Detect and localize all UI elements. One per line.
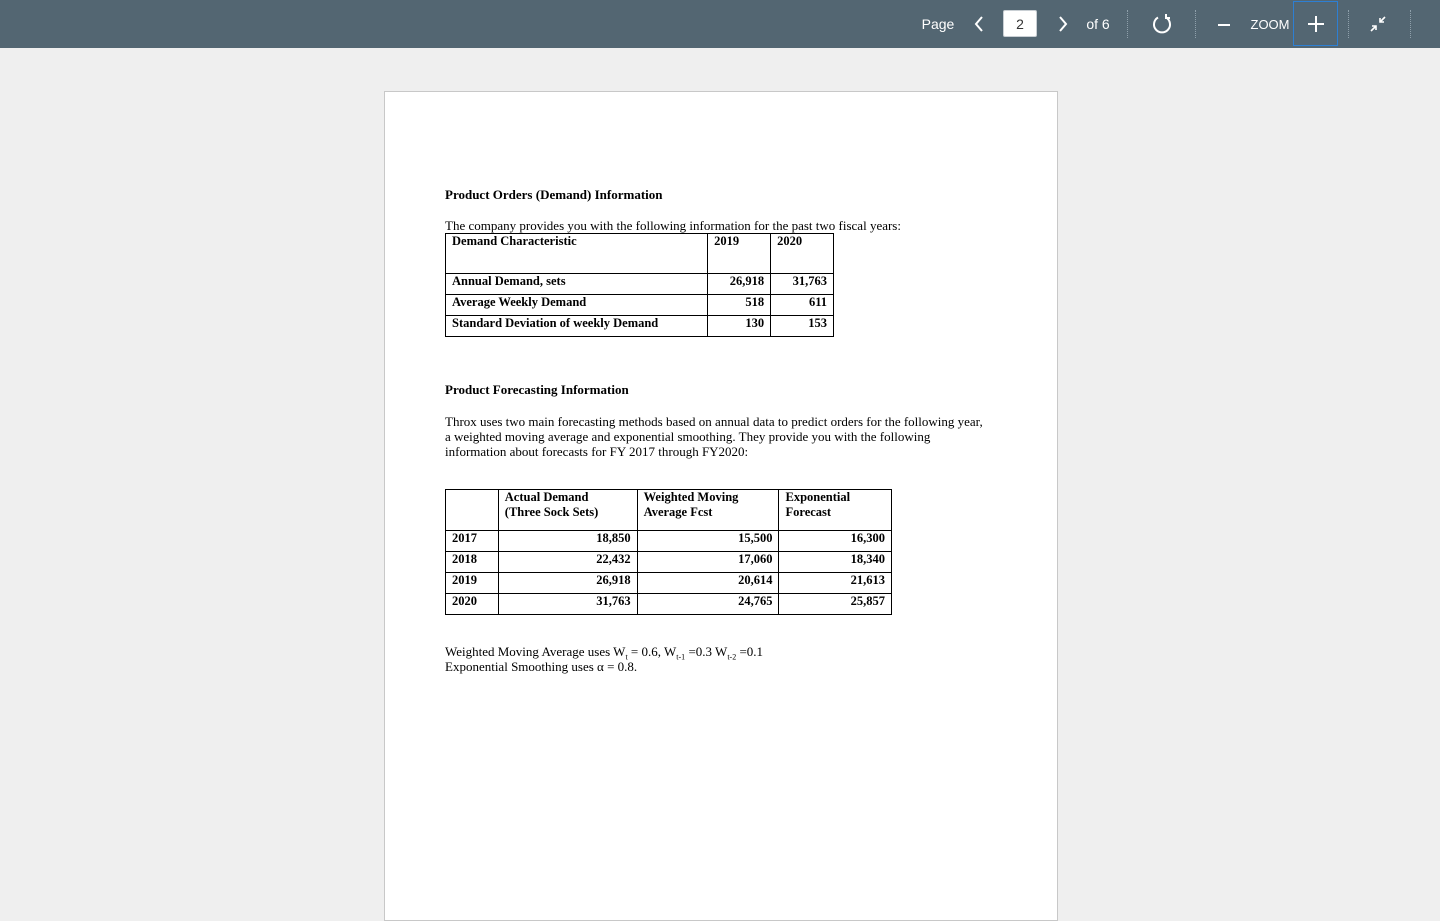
table-cell: 153 xyxy=(771,316,834,337)
table-cell: 2020 xyxy=(446,594,499,615)
rotate-button[interactable] xyxy=(1145,0,1179,48)
table-cell: Standard Deviation of weekly Demand xyxy=(446,316,708,337)
table-cell: 31,763 xyxy=(498,594,637,615)
table-cell: 21,613 xyxy=(779,573,892,594)
section-heading-demand: Product Orders (Demand) Information xyxy=(445,187,663,202)
note-subscript: t xyxy=(625,652,628,662)
table-row xyxy=(446,316,834,337)
smoothing-note: Exponential Smoothing uses α = 0.8. xyxy=(445,659,638,674)
table-cell: 2018 xyxy=(446,552,499,573)
table-cell: 25,857 xyxy=(779,594,892,615)
forecasting-paragraph xyxy=(445,414,983,459)
plus-icon xyxy=(1307,15,1325,33)
table-header-cell: Demand Characteristic xyxy=(446,234,708,274)
note-subscript: t-1 xyxy=(676,652,686,662)
toolbar-separator xyxy=(1127,10,1128,38)
paragraph-line: information about forecasts for FY 2017 through FY2020: xyxy=(445,444,749,459)
table-header-cell xyxy=(498,490,637,531)
page-label: Page xyxy=(921,16,955,32)
exit-fullscreen-button[interactable] xyxy=(1362,0,1394,48)
table-header-cell xyxy=(446,490,499,531)
table-cell: 26,918 xyxy=(498,573,637,594)
zoom-out-button[interactable] xyxy=(1210,0,1238,48)
table-cell: 2019 xyxy=(446,573,499,594)
table-cell: 24,765 xyxy=(637,594,779,615)
table-header-row xyxy=(446,490,892,531)
table-cell: 22,432 xyxy=(498,552,637,573)
pdf-page xyxy=(384,91,1058,921)
note-text: =0.1 xyxy=(736,644,764,659)
demand-intro-text: The company provides you with the following information for the past two fiscal years: xyxy=(445,218,901,233)
header-line: Exponential xyxy=(785,490,851,504)
chevron-right-icon xyxy=(1057,15,1069,33)
section-heading-forecasting: Product Forecasting Information xyxy=(445,382,629,397)
note-text: = 0.6, W xyxy=(627,644,677,659)
toolbar-separator xyxy=(1195,10,1196,38)
pdf-toolbar xyxy=(0,0,1440,48)
table-cell: Average Weekly Demand xyxy=(446,295,708,316)
toolbar-separator xyxy=(1348,10,1349,38)
previous-page-button[interactable] xyxy=(966,0,992,48)
header-line: Weighted Moving xyxy=(643,490,739,504)
table-header-cell: 2019 xyxy=(708,234,771,274)
table-header-row xyxy=(446,234,834,274)
paragraph-line: Throx uses two main forecasting methods based on annual data to predict orders for the following year, xyxy=(445,414,983,429)
table-row xyxy=(446,531,892,552)
header-line: Average Fcst xyxy=(643,505,713,519)
table-cell: 20,614 xyxy=(637,573,779,594)
table-cell: 16,300 xyxy=(779,531,892,552)
minus-icon xyxy=(1216,16,1232,32)
next-page-button[interactable] xyxy=(1050,0,1076,48)
table-row xyxy=(446,552,892,573)
table-cell: 611 xyxy=(771,295,834,316)
table-cell: 26,918 xyxy=(708,274,771,295)
table-cell: 130 xyxy=(708,316,771,337)
note-text: Weighted Moving Average uses W xyxy=(445,644,626,659)
toolbar-separator xyxy=(1410,10,1411,38)
collapse-icon xyxy=(1368,14,1388,34)
table-row xyxy=(446,573,892,594)
table-cell: 31,763 xyxy=(771,274,834,295)
table-cell: 17,060 xyxy=(637,552,779,573)
note-text: =0.3 W xyxy=(685,644,728,659)
table-row xyxy=(446,295,834,316)
chevron-left-icon xyxy=(973,15,985,33)
paragraph-line: a weighted moving average and exponential smoothing. They provide you with the following xyxy=(445,429,931,444)
table-header-cell: 2020 xyxy=(771,234,834,274)
table-cell: 2017 xyxy=(446,531,499,552)
table-cell: Annual Demand, sets xyxy=(446,274,708,295)
table-header-cell xyxy=(637,490,779,531)
zoom-label: ZOOM xyxy=(1250,16,1290,32)
table-header-cell xyxy=(779,490,892,531)
table-cell: 18,340 xyxy=(779,552,892,573)
rotate-icon xyxy=(1151,13,1173,35)
table-cell: 518 xyxy=(708,295,771,316)
header-line: Actual Demand xyxy=(504,490,589,504)
table-row xyxy=(446,274,834,295)
header-line: (Three Sock Sets) xyxy=(504,505,599,519)
note-subscript: t-2 xyxy=(727,652,737,662)
page-number-input[interactable]: 2 xyxy=(1003,10,1037,37)
zoom-in-button[interactable] xyxy=(1293,1,1338,46)
total-pages-label: of 6 xyxy=(1086,16,1110,32)
header-line: Forecast xyxy=(785,505,832,519)
table-cell: 18,850 xyxy=(498,531,637,552)
demand-table xyxy=(445,233,834,337)
forecast-table xyxy=(445,489,892,615)
table-cell: 15,500 xyxy=(637,531,779,552)
table-row xyxy=(446,594,892,615)
